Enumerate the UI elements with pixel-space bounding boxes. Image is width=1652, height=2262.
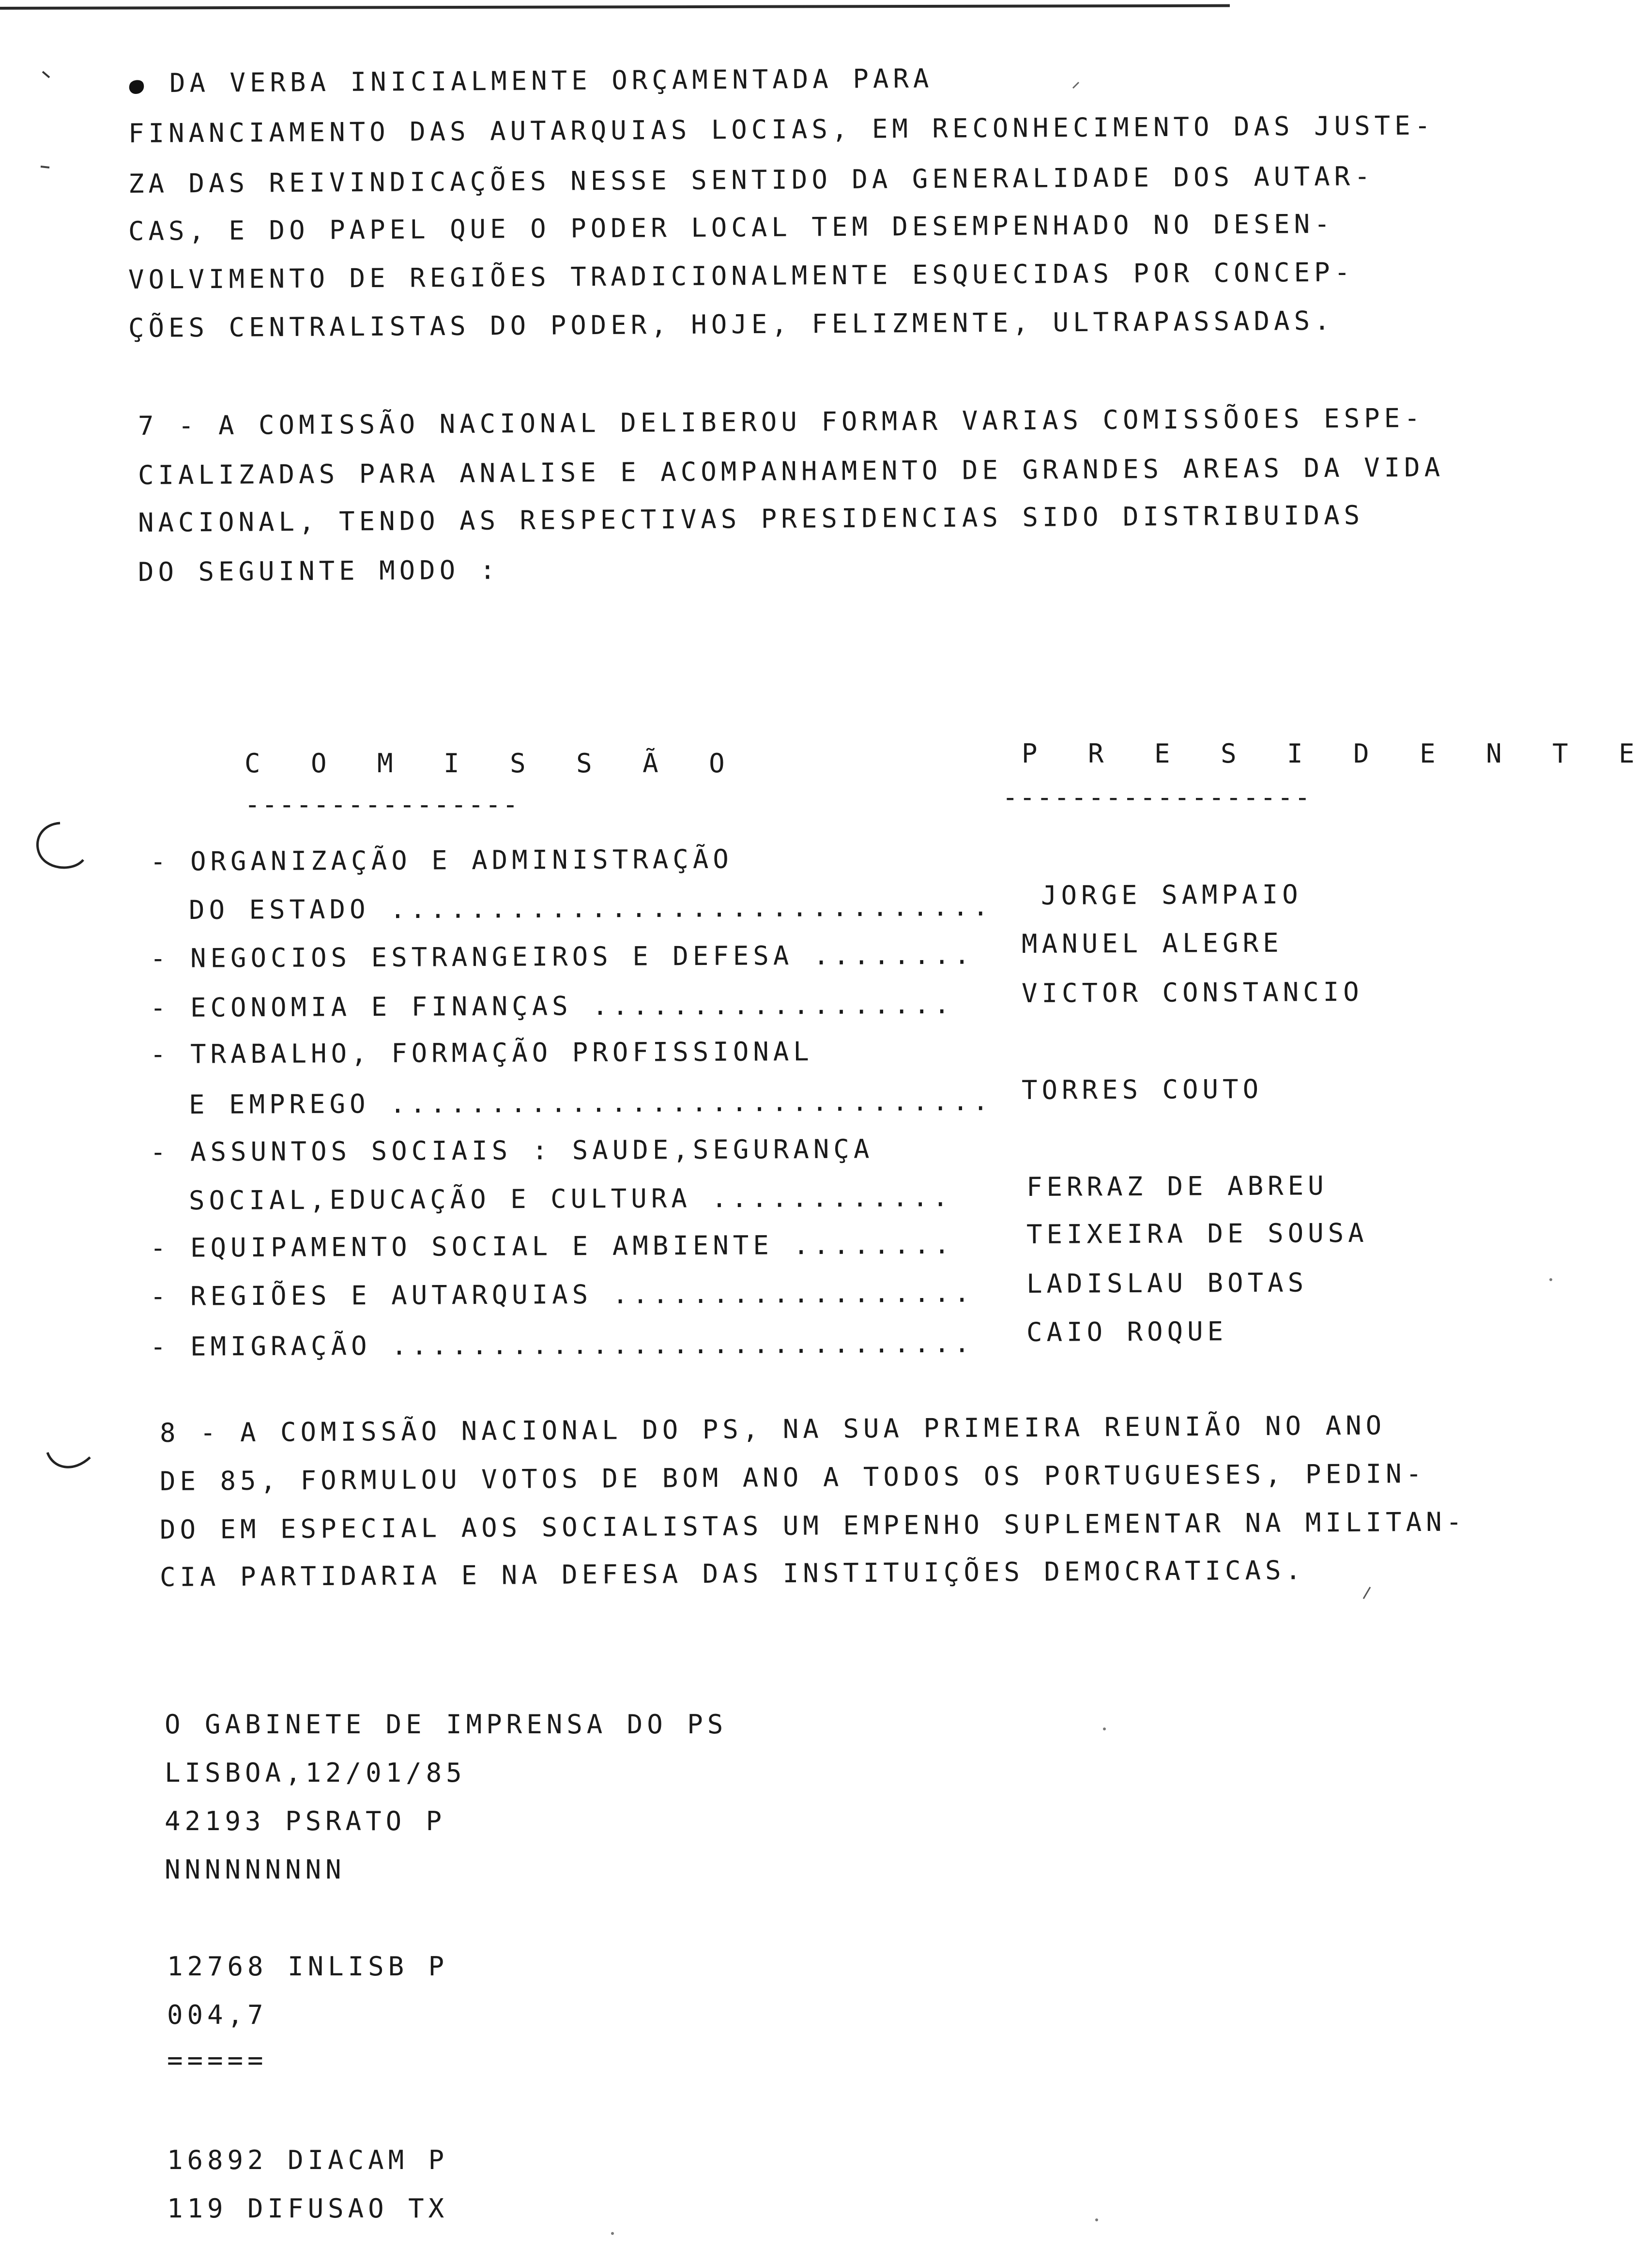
commission-entry: - REGIÕES E AUTARQUIAS .................. — [150, 1277, 975, 1312]
telex-answerback: 16892 DIACAM P — [167, 2145, 449, 2175]
bullet-blot-icon — [127, 77, 146, 97]
signature-line: 42193 PSRATO P — [165, 1806, 446, 1836]
president-name: LADISLAU BOTAS — [1026, 1267, 1308, 1299]
commission-entry-continued: DO ESTADO .............................. — [188, 891, 993, 925]
commission-entry: - ECONOMIA E FINANÇAS .................. — [150, 989, 954, 1023]
commission-entry: - ASSUNTOS SOCIAIS : SAUDE,SEGURANÇA — [150, 1133, 874, 1167]
president-column-header: P R E S I D E N T E — [1022, 738, 1652, 769]
president-name: VICTOR CONSTANCIO — [1021, 976, 1363, 1009]
telex-duration: 004,7 — [167, 2000, 268, 2030]
president-name: MANUEL ALEGRE — [1021, 927, 1283, 959]
paragraph-7-line: NACIONAL, TENDO AS RESPECTIVAS PRESIDENCIAS SIDO DISTRIBUIDAS — [138, 500, 1364, 538]
binder-hole-arc-upper — [29, 813, 92, 881]
signature-line: LISBOA,12/01/85 — [165, 1758, 466, 1788]
commission-entry: - EMIGRAÇÃO ............................. — [150, 1328, 975, 1362]
commission-column-header: C O M I S S Ã O — [245, 748, 742, 779]
telex-destination: 119 DIFUSAO TX — [167, 2193, 449, 2224]
telex-answerback: 12768 INLISB P — [167, 1951, 449, 1982]
paragraph-6-line: ZA DAS REIVINDICAÇÕES NESSE SENTIDO DA GENERALIDADE DOS AUTAR- — [128, 161, 1375, 199]
president-name: CAIO ROQUE — [1026, 1316, 1228, 1347]
paragraph-8-line: DO EM ESPECIAL AOS SOCIALISTAS UM EMPENHO SUPLEMENTAR NA MILITAN- — [159, 1506, 1467, 1545]
commission-entry: - EQUIPAMENTO SOCIAL E AMBIENTE ........ — [150, 1229, 954, 1263]
paragraph-6-line: ÇÕES CENTRALISTAS DO PODER, HOJE, FELIZMENTE, ULTRAPASSADAS. — [128, 305, 1334, 343]
president-name: TEIXEIRA DE SOUSA — [1026, 1217, 1368, 1250]
commission-entry: - TRABALHO, FORMAÇÃO PROFISSIONAL — [150, 1036, 813, 1070]
scan-speck — [1103, 1727, 1106, 1730]
president-name: TORRES COUTO — [1021, 1073, 1263, 1105]
scan-speck — [1095, 2218, 1098, 2221]
commission-entry: - NEGOCIOS ESTRANGEIROS E DEFESA ........ — [150, 939, 975, 974]
paragraph-7-line: 7 - A COMISSÃO NACIONAL DELIBEROU FORMAR VARIAS COMISSÕOES ESPE- — [138, 402, 1424, 441]
paragraph-8-line: DE 85, FORMULOU VOTOS DE BOM ANO A TODOS OS PORTUGUESES, PEDIN- — [159, 1458, 1426, 1497]
paragraph-8-line: 8 - A COMISSÃO NACIONAL DO PS, NA SUA PRIMEIRA REUNIÃO NO ANO — [159, 1410, 1386, 1448]
scan-dash-mark — [37, 160, 56, 174]
commission-header-rule: ---------------- — [245, 789, 520, 820]
scan-speck-mark — [1070, 77, 1085, 92]
paragraph-7-line: CIALIZADAS PARA ANALISE E ACOMPANHAMENTO DE GRANDES AREAS DA VIDA — [138, 452, 1445, 490]
top-page-rule — [0, 4, 1230, 10]
paragraph-6-line: CAS, E DO PAPEL QUE O PODER LOCAL TEM DESEMPENHADO NO DESEN- — [128, 208, 1334, 246]
president-header-rule: ------------------ — [1002, 782, 1312, 812]
scan-speck — [1549, 1278, 1552, 1281]
commission-entry-continued: SOCIAL,EDUCAÇÃO E CULTURA ............ — [188, 1182, 953, 1216]
scan-slash-mark — [1361, 1583, 1375, 1603]
paragraph-6-line: DA VERBA INICIALMENTE ORÇAMENTADA PARA — [169, 63, 933, 98]
paragraph-8-line: CIA PARTIDARIA E NA DEFESA DAS INSTITUIÇÕES DEMOCRATICAS. — [159, 1555, 1306, 1592]
paragraph-6-line: VOLVIMENTO DE REGIÕES TRADICIONALMENTE ESQUECIDAS POR CONCEP- — [128, 257, 1355, 295]
scan-tick-mark — [39, 68, 58, 87]
telex-separator: ===== — [167, 2045, 268, 2076]
commission-entry-continued: E EMPREGO .............................. — [188, 1085, 993, 1120]
president-name: FERRAZ DE ABREU — [1026, 1170, 1328, 1202]
signature-line: NNNNNNNNN — [165, 1854, 346, 1885]
paragraph-7-line: DO SEGUINTE MODO : — [138, 554, 500, 587]
scan-speck — [611, 2232, 614, 2235]
commission-entry: - ORGANIZAÇÃO E ADMINISTRAÇÃO — [150, 843, 733, 877]
paragraph-6-line: FINANCIAMENTO DAS AUTARQUIAS LOCIAS, EM RECONHECIMENTO DAS JUSTE- — [128, 110, 1435, 149]
president-name: JORGE SAMPAIO — [1040, 879, 1302, 911]
signature-line: O GABINETE DE IMPRENSA DO PS — [165, 1709, 728, 1740]
binder-hole-arc-lower — [44, 1443, 97, 1482]
